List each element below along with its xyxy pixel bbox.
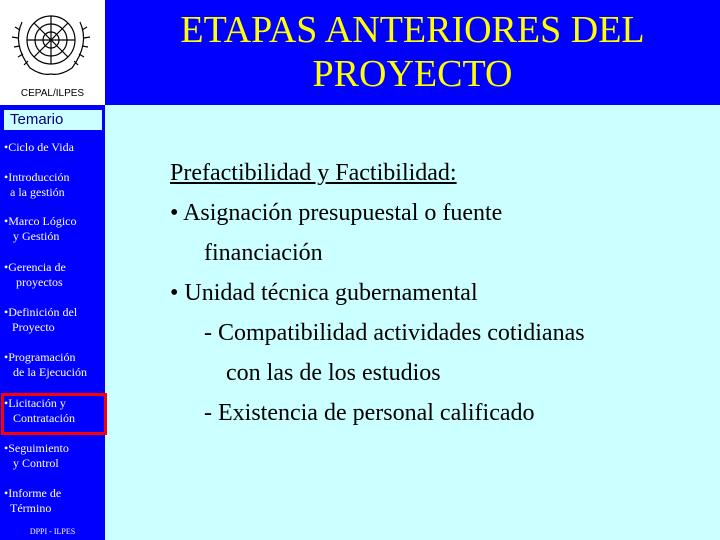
- sidebar-item-label: proyectos: [16, 275, 63, 289]
- bullet-continuation: financiación: [204, 240, 323, 266]
- page-title: [105, 8, 720, 96]
- sidebar-item-ciclo-de-vida[interactable]: [4, 140, 104, 155]
- sidebar-footer: DPPI - ILPES: [29, 527, 76, 536]
- sidebar-item-label: •Ciclo de Vida: [4, 140, 74, 154]
- sidebar-item-label: Contratación: [13, 411, 75, 425]
- sidebar-item-label: •Seguimiento: [4, 441, 69, 455]
- sidebar-item-label: a la gestión: [10, 185, 65, 199]
- bullet-item: • Asignación presupuestal o fuente: [170, 200, 503, 226]
- sidebar-item-label: •Introducción: [4, 170, 70, 184]
- sidebar-item-informe[interactable]: [4, 486, 104, 516]
- sidebar-item-licitacion[interactable]: [4, 396, 104, 432]
- sidebar-item-programacion[interactable]: [4, 350, 104, 380]
- bullet-item: • Unidad técnica gubernamental: [170, 280, 478, 306]
- main-content: [170, 153, 710, 433]
- logo-caption: CEPAL/ILPES: [20, 88, 85, 99]
- sub-item: - Compatibilidad actividades cotidianas: [204, 320, 585, 346]
- un-emblem-icon: [8, 4, 94, 80]
- sidebar-item-label: •Informe de: [4, 486, 62, 500]
- sidebar-item-label: •Definición del: [4, 305, 78, 319]
- sidebar-item-marco-logico[interactable]: [4, 214, 104, 244]
- section-heading: Prefactibilidad y Factibilidad:: [170, 160, 457, 186]
- title-bar: [105, 0, 720, 105]
- sidebar-item-label: •Marco Lógico: [4, 214, 77, 228]
- logo-area: [0, 0, 105, 105]
- sidebar-item-introduccion[interactable]: [4, 170, 104, 200]
- sidebar-item-definicion[interactable]: [4, 305, 104, 335]
- sidebar-item-label: Proyecto: [12, 320, 55, 334]
- sidebar-item-label: •Licitación y: [4, 396, 66, 410]
- sub-item-continuation: con las de los estudios: [226, 360, 441, 386]
- sidebar-item-label: •Gerencia de: [4, 260, 66, 274]
- sidebar-item-gerencia[interactable]: [4, 260, 104, 290]
- sidebar-item-label: de la Ejecución: [13, 365, 87, 379]
- title-line-2: PROYECTO: [312, 53, 513, 95]
- sidebar-item-label: y Control: [13, 456, 59, 470]
- sidebar-header: Temario: [4, 110, 102, 130]
- sidebar-item-label: Término: [10, 501, 52, 515]
- sub-item: - Existencia de personal calificado: [204, 400, 535, 426]
- sidebar-item-seguimiento[interactable]: [4, 441, 104, 471]
- title-line-1: ETAPAS ANTERIORES DEL: [180, 9, 645, 51]
- sidebar-item-label: •Programación: [4, 350, 76, 364]
- sidebar-item-label: y Gestión: [13, 229, 60, 243]
